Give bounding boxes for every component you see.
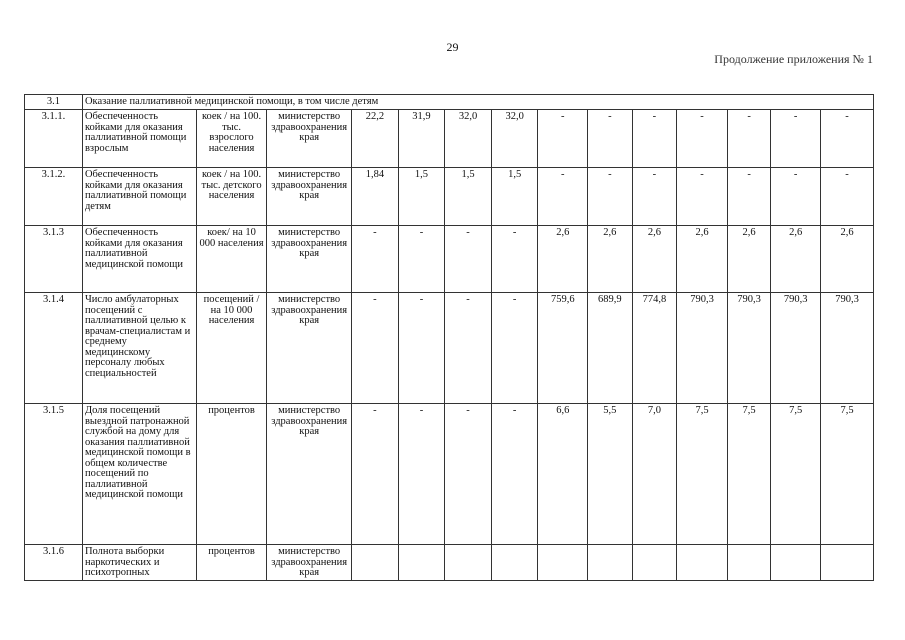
value-cell: 7,0 (632, 404, 677, 545)
value-cell: 5,5 (588, 404, 633, 545)
value-cell: - (445, 404, 492, 545)
indicator-name: Обеспеченность койками для оказания паллиативной медицинской помощи (82, 226, 196, 293)
table-row (25, 545, 874, 581)
value-cell: 790,3 (677, 293, 728, 404)
section-title: Оказание паллиативной медицинской помощи, в том числе детям (82, 95, 873, 110)
row-number: 3.1.3 (25, 226, 83, 293)
value-cell: 2,6 (727, 226, 770, 293)
table-row (25, 404, 874, 545)
unit-cell: процентов (196, 404, 266, 545)
unit-cell: коек / на 100. тыс. взрослого населения (196, 110, 266, 168)
value-cell: 7,5 (771, 404, 821, 545)
value-cell (771, 545, 821, 581)
value-cell: 7,5 (727, 404, 770, 545)
value-cell: - (445, 293, 492, 404)
value-cell (677, 545, 728, 581)
value-cell (588, 545, 633, 581)
value-cell: 32,0 (445, 110, 492, 168)
indicators-table (24, 94, 874, 581)
value-cell: 2,6 (771, 226, 821, 293)
value-cell: - (821, 168, 874, 226)
value-cell: 689,9 (588, 293, 633, 404)
table-row (25, 293, 874, 404)
row-number: 3.1.2. (25, 168, 83, 226)
unit-cell: коек / на 100. тыс. детского населения (196, 168, 266, 226)
value-cell: - (538, 110, 588, 168)
value-cell: 759,6 (538, 293, 588, 404)
value-cell (727, 545, 770, 581)
value-cell: 7,5 (821, 404, 874, 545)
value-cell: 2,6 (677, 226, 728, 293)
value-cell: 31,9 (398, 110, 445, 168)
value-cell: - (727, 168, 770, 226)
value-cell: - (352, 404, 399, 545)
responsible-cell: министерство здравоохранения края (267, 110, 352, 168)
indicator-name: Доля посещений выездной патронажной службой на дому для оказания паллиативной медицинской помощи в общем количестве посещений по паллиативной медицинской помощи (82, 404, 196, 545)
value-cell: - (632, 110, 677, 168)
row-number: 3.1.5 (25, 404, 83, 545)
value-cell (398, 545, 445, 581)
value-cell: - (398, 293, 445, 404)
value-cell: 1,5 (398, 168, 445, 226)
table-row (25, 226, 874, 293)
value-cell: 2,6 (588, 226, 633, 293)
value-cell: 1,84 (352, 168, 399, 226)
value-cell: - (677, 110, 728, 168)
unit-cell: посещений / на 10 000 населения (196, 293, 266, 404)
row-number: 3.1.4 (25, 293, 83, 404)
value-cell: 790,3 (727, 293, 770, 404)
value-cell (821, 545, 874, 581)
indicator-name: Полнота выборки наркотических и психотропных (82, 545, 196, 581)
value-cell: - (727, 110, 770, 168)
value-cell: 32,0 (491, 110, 538, 168)
value-cell (491, 545, 538, 581)
responsible-cell: министерство здравоохранения края (267, 293, 352, 404)
row-number: 3.1.6 (25, 545, 83, 581)
value-cell (445, 545, 492, 581)
value-cell: - (771, 110, 821, 168)
continuation-label: Продолжение приложения № 1 (714, 52, 873, 66)
value-cell: 2,6 (821, 226, 874, 293)
value-cell: - (352, 226, 399, 293)
section-row (25, 95, 874, 110)
value-cell: 1,5 (445, 168, 492, 226)
value-cell: 6,6 (538, 404, 588, 545)
responsible-cell: министерство здравоохранения края (267, 226, 352, 293)
indicator-name: Число амбулаторных посещений с паллиативной целью к врачам-специалистам и среднему медицинскому персоналу любых специальностей (82, 293, 196, 404)
value-cell (538, 545, 588, 581)
table-row (25, 110, 874, 168)
unit-cell: процентов (196, 545, 266, 581)
value-cell: - (677, 168, 728, 226)
value-cell: - (588, 110, 633, 168)
value-cell: 2,6 (632, 226, 677, 293)
value-cell: - (491, 404, 538, 545)
value-cell: 790,3 (821, 293, 874, 404)
value-cell: - (821, 110, 874, 168)
value-cell: - (632, 168, 677, 226)
value-cell: 22,2 (352, 110, 399, 168)
value-cell: - (588, 168, 633, 226)
value-cell: 7,5 (677, 404, 728, 545)
value-cell: 2,6 (538, 226, 588, 293)
value-cell: - (352, 293, 399, 404)
value-cell: 790,3 (771, 293, 821, 404)
value-cell: - (445, 226, 492, 293)
value-cell: - (771, 168, 821, 226)
value-cell: 774,8 (632, 293, 677, 404)
value-cell: - (538, 168, 588, 226)
page-number: 29 (446, 40, 459, 54)
value-cell: - (398, 404, 445, 545)
unit-cell: коек/ на 10 000 населения (196, 226, 266, 293)
value-cell (352, 545, 399, 581)
responsible-cell: министерство здравоохранения края (267, 168, 352, 226)
value-cell: 1,5 (491, 168, 538, 226)
value-cell: - (491, 226, 538, 293)
indicator-name: Обеспеченность койками для оказания паллиативной помощи взрослым (82, 110, 196, 168)
row-number: 3.1.1. (25, 110, 83, 168)
responsible-cell: министерство здравоохранения края (267, 404, 352, 545)
responsible-cell: министерство здравоохранения края (267, 545, 352, 581)
value-cell: - (491, 293, 538, 404)
table-row (25, 168, 874, 226)
value-cell: - (398, 226, 445, 293)
value-cell (632, 545, 677, 581)
section-number: 3.1 (25, 95, 83, 110)
indicator-name: Обеспеченность койками для оказания паллиативной помощи детям (82, 168, 196, 226)
